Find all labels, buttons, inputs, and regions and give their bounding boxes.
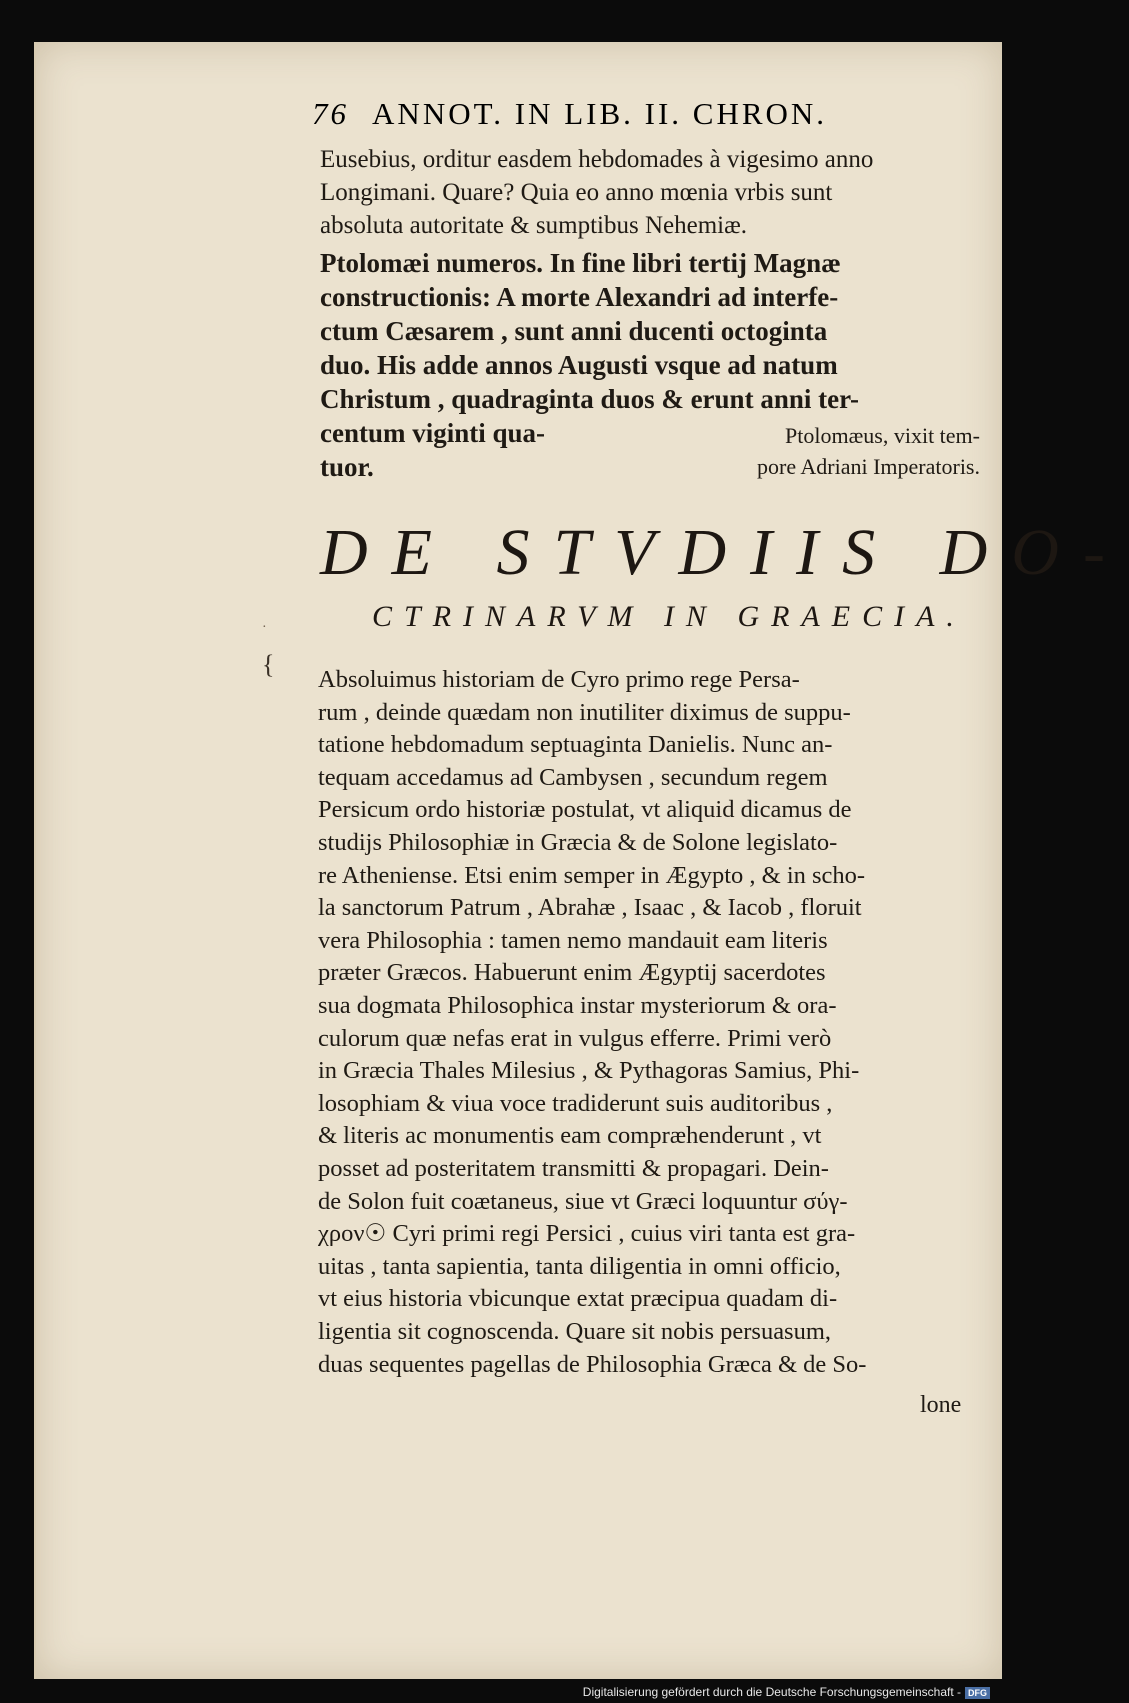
margin-bracket: { xyxy=(262,650,275,679)
text-line: uitas , tanta sapientia, tanta diligentia in omni officio, xyxy=(318,1252,841,1280)
text-line: constructionis: A morte Alexandri ad interfe- xyxy=(320,282,839,312)
text-line: ctum Cæsarem , sunt anni ducenti octoginta xyxy=(320,316,828,346)
text-line: duas sequentes pagellas de Philosophia Græca & de So- xyxy=(318,1350,867,1378)
text-line: absoluta autoritate & sumptibus Nehemiæ. xyxy=(320,212,748,239)
side-note-line: Ptolomæus, vixit tem- xyxy=(785,423,980,448)
text-line: re Atheniense. Etsi enim semper in Ægypto , & in scho- xyxy=(318,861,866,889)
text-line: Ptolomæi numeros. In fine libri tertij Magnæ xyxy=(320,248,841,278)
text-line: Christum , quadraginta duos & erunt anni ter- xyxy=(320,384,860,414)
text-line: la sanctorum Patrum , Abrahæ , Isaac , & Iacob , floruit xyxy=(318,894,862,922)
text-line: rum , deinde quædam non inutiliter diximus de suppu- xyxy=(318,698,851,726)
section-heading-line2: CTRINARVM IN GRAECIA. xyxy=(372,600,966,633)
text-line: posset ad posteritatem transmitti & propagari. Dein- xyxy=(318,1155,829,1182)
text-line: culorum quæ nefas erat in vulgus efferre. Primi verò xyxy=(318,1024,832,1052)
text-line: centum viginti qua- xyxy=(320,418,546,448)
section-heading-line1: DE STVDIIS DO- xyxy=(320,516,1129,589)
text-line: præter Græcos. Habuerunt enim Ægyptij sacerdotes xyxy=(318,959,826,987)
text-line: sua dogmata Philosophica instar mysteriorum & ora- xyxy=(318,992,837,1019)
text-line: ligentia sit cognoscenda. Quare sit nobis persuasum, xyxy=(318,1318,832,1345)
text-line: tequam accedamus ad Cambysen , secundum regem xyxy=(318,763,828,791)
page-number: 76 xyxy=(312,96,349,131)
text-line: studijs Philosophiæ in Græcia & de Solone legislato- xyxy=(318,829,838,856)
digitization-footer xyxy=(583,1685,990,1699)
text-line: losophiam & viua voce tradiderunt suis auditoribus , xyxy=(318,1089,833,1117)
text-line: tuor. xyxy=(320,452,374,482)
running-head xyxy=(312,96,922,132)
text-line: Eusebius, orditur easdem hebdomades à vigesimo anno xyxy=(320,146,874,173)
text-line: vera Philosophia : tamen nemo mandauit eam literis xyxy=(318,926,828,954)
margin-dot: · xyxy=(262,620,267,635)
text-line: Persicum ordo historiæ postulat, vt aliquid dicamus de xyxy=(318,796,852,824)
dfg-logo: DFG xyxy=(965,1687,990,1699)
text-line: χρον☉ Cyri primi regi Persici , cuius viri tanta est gra- xyxy=(318,1220,856,1248)
footer-text: Digitalisierung gefördert durch die Deutsche Forschungsgemeinschaft - xyxy=(582,1685,961,1699)
text-line: tatione hebdomadum septuaginta Danielis. Nunc an- xyxy=(318,731,833,759)
text-line: in Græcia Thales Milesius , & Pythagoras Samius, Phi- xyxy=(318,1057,860,1085)
running-title: ANNOT. IN LIB. II. CHRON. xyxy=(372,96,828,131)
side-note xyxy=(660,420,980,482)
text-line: & literis ac monumentis eam compræhenderunt , vt xyxy=(318,1122,822,1150)
text-line: Absoluimus historiam de Cyro primo rege Persa- xyxy=(318,666,800,693)
text-line: duo. His adde annos Augusti vsque ad natum xyxy=(320,350,838,380)
text-line: vt eius historia vbicunque extat præcipua quadam di- xyxy=(318,1285,838,1313)
side-note-line: pore Adriani Imperatoris. xyxy=(757,454,980,479)
text-line: Longimani. Quare? Quia eo anno mœnia vrbis sunt xyxy=(320,179,833,206)
text-line: de Solon fuit coætaneus, siue vt Græci loquuntur σύγ- xyxy=(318,1187,848,1215)
catchword: lone xyxy=(920,1392,962,1418)
